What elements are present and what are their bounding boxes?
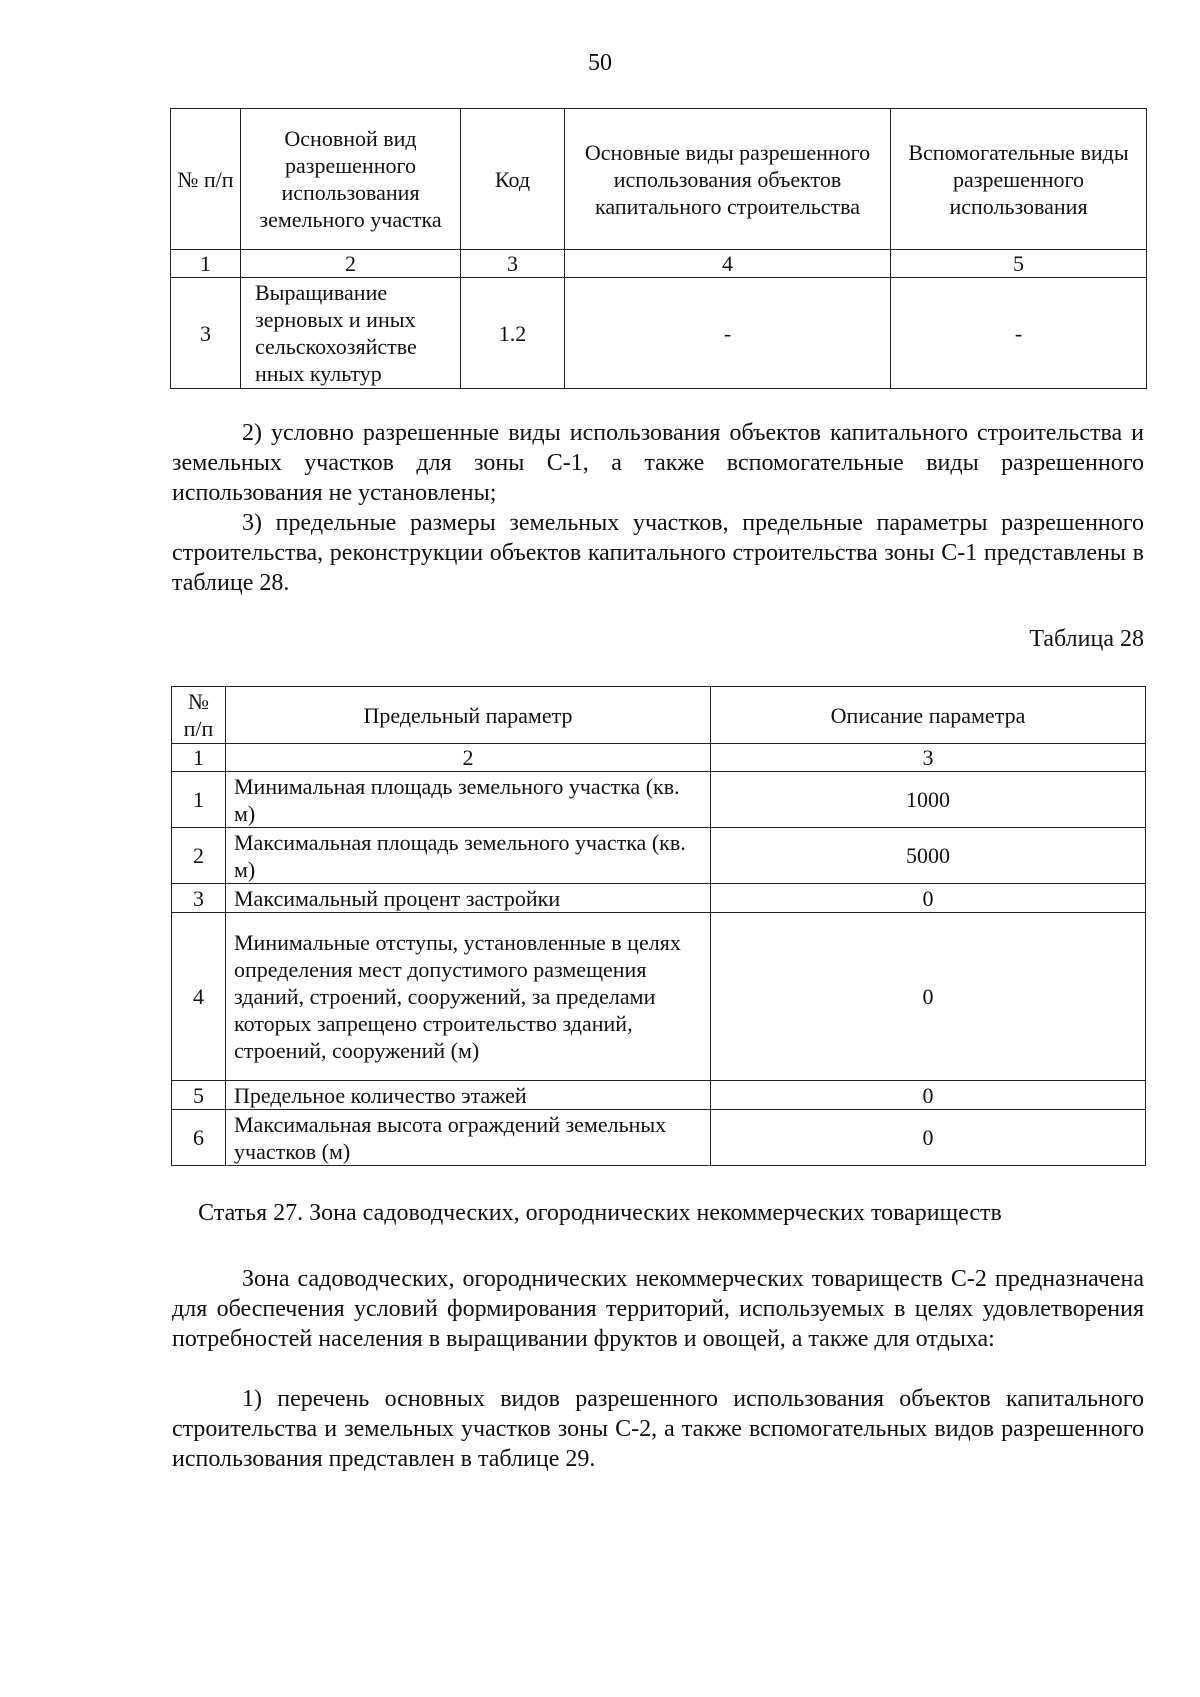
permitted-use-table: [170, 108, 1147, 389]
row-number: 1: [172, 772, 226, 828]
table-caption: Таблица 28: [1029, 626, 1144, 652]
column-number: 1: [172, 744, 226, 772]
value-cell: 5000: [711, 828, 1146, 884]
value-cell: 0: [711, 1110, 1146, 1166]
article-paragraph-zone-purpose: Зона садоводческих, огороднических некоммерческих товариществ С-2 предназначена для обеспечения условий формирования территорий, используемых в целях удовлетворения потребностей населения в выращивании фруктов и овощей, а также для отдыха:: [172, 1266, 1144, 1352]
table-row: [172, 1110, 1146, 1166]
header-auxiliary-use: Вспомогательные виды разрешенного использования: [891, 109, 1147, 250]
parameter-cell: Максимальная площадь земельного участка (кв. м): [226, 828, 711, 884]
table-row: [172, 1081, 1146, 1110]
parameter-cell: Предельное количество этажей: [226, 1081, 711, 1110]
parameter-cell: Минимальная площадь земельного участка (кв. м): [226, 772, 711, 828]
value-cell: 1000: [711, 772, 1146, 828]
auxiliary-use-cell: -: [891, 278, 1147, 389]
column-number: 1: [171, 250, 241, 278]
parameter-cell: Максимальный процент застройки: [226, 884, 711, 913]
column-number: 4: [565, 250, 891, 278]
column-number: 5: [891, 250, 1147, 278]
paragraph-limit-parameters: 3) предельные размеры земельных участков, предельные параметры разрешенного строительства, реконструкции объектов капитального строительства зоны С-1 представлены в таблице 28.: [172, 510, 1144, 596]
paragraph-conditional-uses: 2) условно разрешенные виды использования объектов капитального строительства и земельных участков для зоны С-1, а также вспомогательные виды разрешенного использования не установлены;: [172, 420, 1144, 506]
parameter-cell: Максимальная высота ограждений земельных участков (м): [226, 1110, 711, 1166]
header-parameter: Предельный параметр: [226, 687, 711, 744]
use-type-cell: Выращивание зерновых и иных сельскохозяйстве нных культур: [241, 278, 461, 389]
table-row: [171, 278, 1147, 389]
header-number: № п/п: [171, 109, 241, 250]
header-number: № п/п: [172, 687, 226, 744]
row-number: 3: [172, 884, 226, 913]
column-number: 3: [461, 250, 565, 278]
row-number: 6: [172, 1110, 226, 1166]
table-row: [172, 913, 1146, 1081]
column-number: 2: [226, 744, 711, 772]
header-main-capital-use: Основные виды разрешенного использования объектов капитального строительства: [565, 109, 891, 250]
article-paragraph-main-uses-list: 1) перечень основных видов разрешенного использования объектов капитального строительства и земельных участков зоны С-2, а также вспомогательных видов разрешенного использования представлен в таблице 29.: [172, 1386, 1144, 1472]
value-cell: 0: [711, 913, 1146, 1081]
page-number: 50: [588, 50, 612, 76]
code-cell: 1.2: [461, 278, 565, 389]
header-code: Код: [461, 109, 565, 250]
main-capital-use-cell: -: [565, 278, 891, 389]
article-heading: Статья 27. Зона садоводческих, огороднических некоммерческих товариществ: [198, 1200, 1002, 1226]
header-main-use-type: Основной вид разрешенного использования земельного участка: [241, 109, 461, 250]
table-row: [172, 884, 1146, 913]
value-cell: 0: [711, 1081, 1146, 1110]
column-number: 3: [711, 744, 1146, 772]
table-row: [172, 828, 1146, 884]
row-number: 2: [172, 828, 226, 884]
limit-parameters-table: [171, 686, 1146, 1166]
column-number: 2: [241, 250, 461, 278]
row-number: 4: [172, 913, 226, 1081]
row-number: 3: [171, 278, 241, 389]
row-number: 5: [172, 1081, 226, 1110]
table-row: [172, 772, 1146, 828]
parameter-cell: Минимальные отступы, установленные в целях определения мест допустимого размещения зданий, строений, сооружений, за пределами которых запрещено строительство зданий, строений, сооружений (м): [226, 913, 711, 1081]
header-description: Описание параметра: [711, 687, 1146, 744]
value-cell: 0: [711, 884, 1146, 913]
